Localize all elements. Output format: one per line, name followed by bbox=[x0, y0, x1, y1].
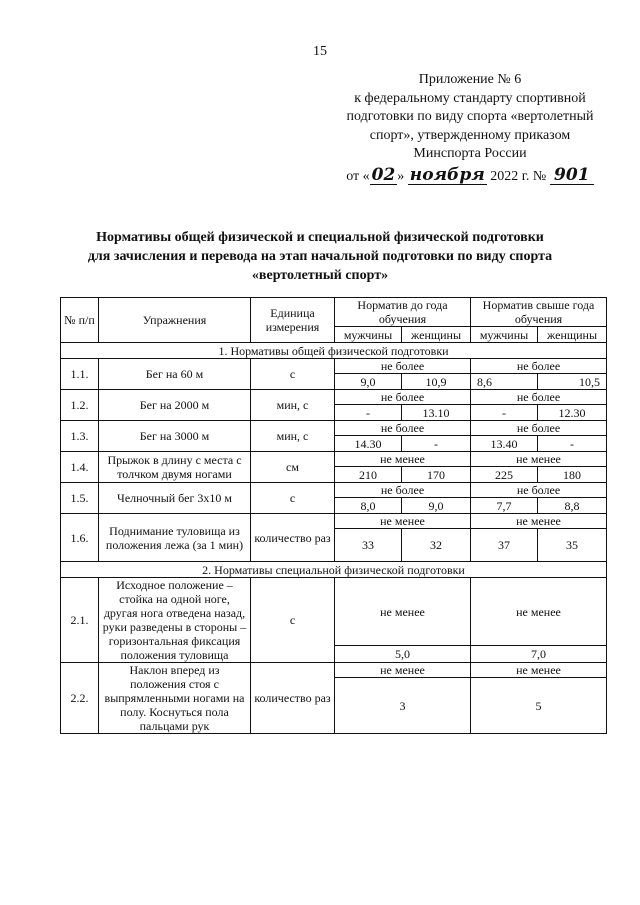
row-exercise: Прыжок в длину с места с толчком двумя ногами bbox=[99, 452, 251, 483]
appendix-line: Минспорта России bbox=[413, 146, 527, 161]
row-condition: не менее bbox=[471, 452, 607, 467]
row-condition: не более bbox=[335, 483, 471, 498]
appendix-line: спорт», утвержденному приказом bbox=[369, 127, 571, 143]
header-women: женщины bbox=[538, 327, 607, 343]
value-men-after: 8,6 bbox=[471, 374, 538, 390]
value-men-first: 210 bbox=[335, 467, 402, 483]
row-condition: не более bbox=[471, 483, 607, 498]
value-first-year: 5,0 bbox=[335, 646, 471, 663]
row-num: 1.3. bbox=[61, 421, 99, 452]
row-exercise: Бег на 2000 м bbox=[99, 390, 251, 421]
row-condition: не менее bbox=[471, 578, 607, 646]
value-after-year: 5 bbox=[471, 678, 607, 734]
header-exercise: Упражнения bbox=[99, 298, 251, 343]
value-men-after: 7,7 bbox=[471, 498, 538, 514]
value-women-first: 32 bbox=[402, 529, 471, 562]
appendix-line: подготовки по виду спорта «вертолетный bbox=[346, 109, 594, 124]
row-condition: не менее bbox=[335, 578, 471, 646]
row-unit: с bbox=[251, 483, 335, 514]
value-men-first: - bbox=[335, 405, 402, 421]
row-exercise: Наклон вперед из положения стоя с выпрямленными ногами на полу. Коснуться пола пальцами рук bbox=[99, 663, 251, 734]
row-num: 2.2. bbox=[61, 663, 99, 734]
page-number: 15 bbox=[313, 44, 327, 59]
header-men: мужчины bbox=[471, 327, 538, 343]
header-norm-first-year: Норматив до года обучения bbox=[335, 298, 471, 327]
row-condition: не более bbox=[335, 390, 471, 405]
norms-table bbox=[60, 297, 607, 734]
row-condition: не более bbox=[335, 359, 471, 374]
table-row bbox=[61, 359, 607, 374]
value-women-after: 8,8 bbox=[538, 498, 607, 514]
row-condition: не менее bbox=[335, 663, 471, 678]
title-line: «вертолетный спорт» bbox=[251, 268, 389, 283]
row-exercise: Бег на 3000 м bbox=[99, 421, 251, 452]
row-exercise: Исходное положение – стойка на одной ноге, другая нога отведена назад, руки разведены в стороны – горизонтальная фиксация положения туловища bbox=[99, 578, 251, 663]
table-row bbox=[61, 663, 607, 678]
appendix-line: к федеральному стандарту спортивной bbox=[354, 90, 586, 106]
table-row bbox=[61, 514, 607, 529]
row-unit: мин, с bbox=[251, 390, 335, 421]
row-condition: не более bbox=[471, 421, 607, 436]
value-women-after: - bbox=[538, 436, 607, 452]
value-men-first: 8,0 bbox=[335, 498, 402, 514]
row-num: 1.5. bbox=[61, 483, 99, 514]
row-unit: количество раз bbox=[251, 514, 335, 562]
section-row bbox=[61, 562, 607, 578]
row-condition: не менее bbox=[335, 514, 471, 529]
table-row bbox=[61, 390, 607, 405]
value-after-year: 7,0 bbox=[471, 646, 607, 663]
value-women-after: 12.30 bbox=[538, 405, 607, 421]
value-women-first: 10,9 bbox=[402, 374, 471, 390]
row-num: 1.6. bbox=[61, 514, 99, 562]
value-men-first: 9,0 bbox=[335, 374, 402, 390]
row-condition: не более bbox=[471, 390, 607, 405]
header-men: мужчины bbox=[335, 327, 402, 343]
value-women-after: 180 bbox=[538, 467, 607, 483]
row-unit: см bbox=[251, 452, 335, 483]
value-women-first: 13.10 bbox=[402, 405, 471, 421]
section-title: 1. Нормативы общей физической подготовки bbox=[61, 343, 607, 359]
row-condition: не менее bbox=[471, 514, 607, 529]
date-mid: » bbox=[397, 168, 405, 184]
value-first-year: 3 bbox=[335, 678, 471, 734]
value-women-first: 170 bbox=[402, 467, 471, 483]
table-row bbox=[61, 483, 607, 498]
header-women: женщины bbox=[402, 327, 471, 343]
order-date-line bbox=[330, 166, 610, 187]
section-title: 2. Нормативы специальной физической подготовки bbox=[61, 562, 607, 578]
row-num: 1.1. bbox=[61, 359, 99, 390]
appendix-block bbox=[330, 71, 610, 186]
value-men-after: - bbox=[471, 405, 538, 421]
handwritten-day: 02 bbox=[371, 164, 396, 185]
appendix-line: Приложение № 6 bbox=[418, 72, 522, 87]
row-condition: не более bbox=[471, 359, 607, 374]
value-women-after: 35 bbox=[538, 529, 607, 562]
row-num: 1.2. bbox=[61, 390, 99, 421]
table-row bbox=[61, 452, 607, 467]
value-women-after: 10,5 bbox=[538, 374, 607, 390]
value-men-after: 225 bbox=[471, 467, 538, 483]
row-unit: с bbox=[251, 578, 335, 663]
document-title bbox=[40, 228, 600, 285]
title-line: для зачисления и перевода на этап начальной подготовки по виду спорта bbox=[87, 249, 553, 264]
value-men-after: 37 bbox=[471, 529, 538, 562]
row-exercise: Челночный бег 3х10 м bbox=[99, 483, 251, 514]
row-condition: не менее bbox=[335, 452, 471, 467]
handwritten-month: ноября bbox=[409, 164, 485, 185]
row-condition: не более bbox=[335, 421, 471, 436]
table-row bbox=[61, 421, 607, 436]
header-num: № п/п bbox=[61, 298, 99, 343]
row-unit: количество раз bbox=[251, 663, 335, 734]
row-num: 2.1. bbox=[61, 578, 99, 663]
row-num: 1.4. bbox=[61, 452, 99, 483]
header-unit: Единица измерения bbox=[251, 298, 335, 343]
row-unit: с bbox=[251, 359, 335, 390]
date-prefix: от « bbox=[346, 168, 370, 184]
value-men-first: 14.30 bbox=[335, 436, 402, 452]
row-condition: не менее bbox=[471, 663, 607, 678]
table-header-row bbox=[61, 298, 607, 327]
year-text: 2022 г. № bbox=[490, 168, 547, 184]
value-men-first: 33 bbox=[335, 529, 402, 562]
handwritten-number: 901 bbox=[550, 166, 594, 185]
section-row bbox=[61, 343, 607, 359]
value-women-first: - bbox=[402, 436, 471, 452]
row-exercise: Поднимание туловища из положения лежа (за 1 мин) bbox=[99, 514, 251, 562]
value-women-first: 9,0 bbox=[402, 498, 471, 514]
title-line: Нормативы общей физической и специальной физической подготовки bbox=[96, 230, 544, 245]
row-exercise: Бег на 60 м bbox=[99, 359, 251, 390]
value-men-after: 13.40 bbox=[471, 436, 538, 452]
table-row bbox=[61, 578, 607, 646]
header-norm-after-year: Норматив свыше года обучения bbox=[471, 298, 607, 327]
row-unit: мин, с bbox=[251, 421, 335, 452]
